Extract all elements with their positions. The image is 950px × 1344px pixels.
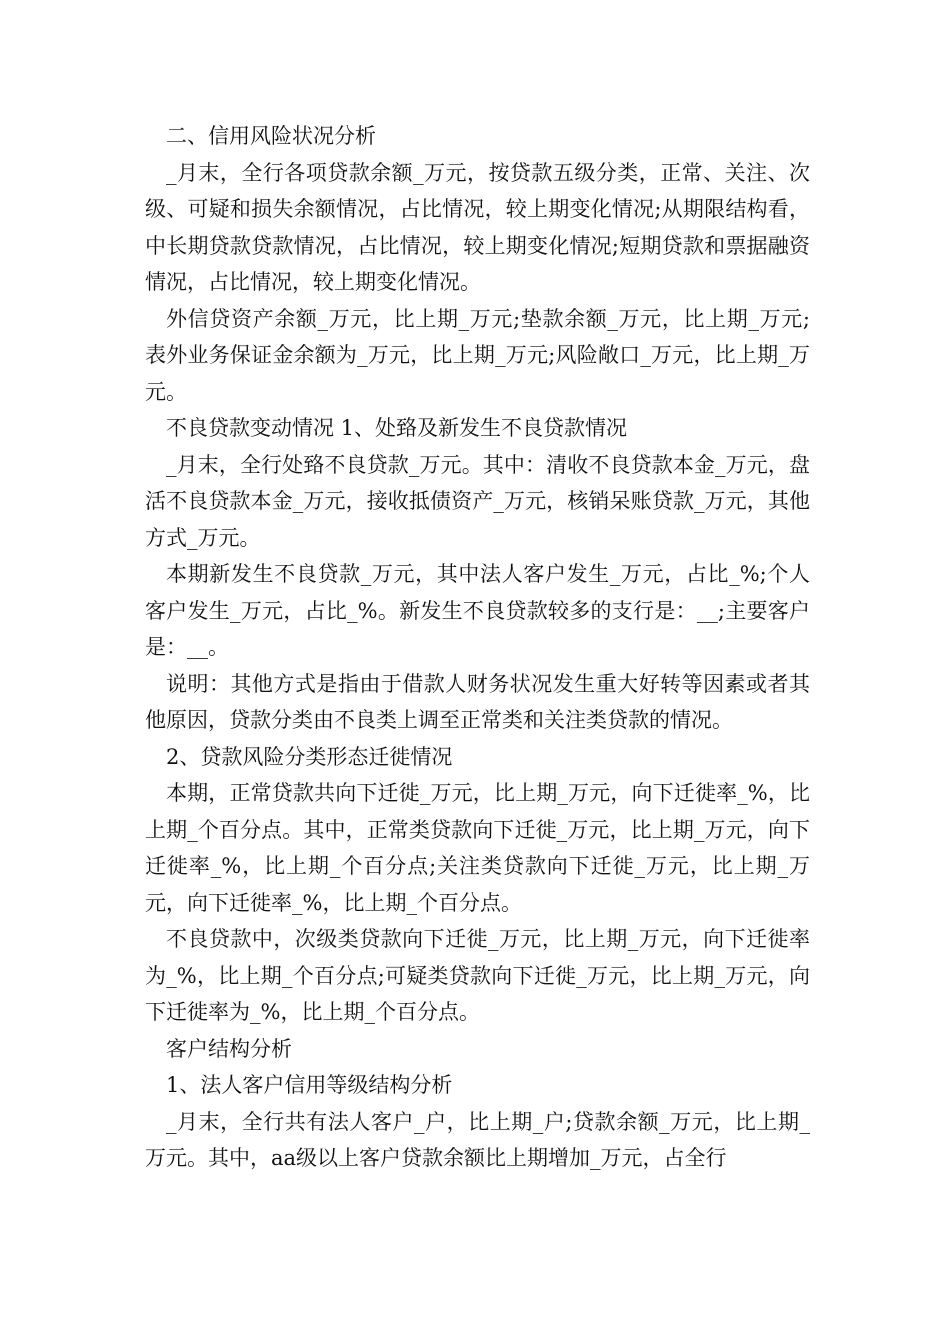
paragraph-off-balance: 外信贷资产余额_万元，比上期_万元;垫款余额_万元，比上期_万元;表外业务保证金余额为_万元，比上期_万元;风险敞口_万元，比上期_万元。 [145,306,810,404]
section-heading-migration: 2、贷款风险分类形态迁徙情况 [166,744,453,769]
paragraph-normal-migration: 本期，正常贷款共向下迁徙_万元，比上期_万元，向下迁徙率_%，比上期_个百分点。其中，正常类贷款向下迁徙_万元，比上期_万元，向下迁徙率_%，比上期_个百分点;关注类贷款向下迁徙_万元，比上期_万元，向下迁徙率_%，比上期_个百分点。 [145,781,810,915]
section-heading-customer-structure: 客户结构分析 [166,1036,292,1061]
paragraph-new-npl: 本期新发生不良贷款_万元，其中法人客户发生_万元，占比_%;个人客户发生_万元，占比_%。新发生不良贷款较多的支行是：__;主要客户是：__。 [145,562,810,659]
paragraph-npl-migration: 不良贷款中，次级类贷款向下迁徙_万元，比上期_万元，向下迁徙率为_%，比上期_个百分点;可疑类贷款向下迁徙_万元，比上期_万元，向下迁徙率为_%，比上期_个百分点。 [145,927,810,1024]
section-heading-npl-change: 不良贷款变动情况 1、处臵及新发生不良贷款情况 [166,416,628,440]
section-heading-credit-risk: 二、信用风险状况分析 [166,124,376,148]
document-page [145,118,810,1177]
paragraph-corporate-customers: _月末，全行共有法人客户_户，比上期_户;贷款余额_万元，比上期_万元。其中，aa级以上客户贷款余额比上期增加_万元，占全行 [145,1109,810,1170]
paragraph-note: 说明：其他方式是指由于借款人财务状况发生重大好转等因素或者其他原因，贷款分类由不良类上调至正常类和关注类贷款的情况。 [145,671,810,732]
paragraph-loan-classification: _月末，全行各项贷款余额_万元，按贷款五级分类，正常、关注、次级、可疑和损失余额情况，占比情况，较上期变化情况;从期限结构看，中长期贷款贷款情况，占比情况，较上期变化情况;短期贷款和票据融资情况，占比情况，较上期变化情况。 [145,160,810,294]
section-heading-credit-rating: 1、法人客户信用等级结构分析 [166,1073,453,1097]
paragraph-npl-disposal: _月末，全行处臵不良贷款_万元。其中：清收不良贷款本金_万元，盘活不良贷款本金_万元，接收抵债资产_万元，核销呆账贷款_万元，其他方式_万元。 [145,452,810,550]
